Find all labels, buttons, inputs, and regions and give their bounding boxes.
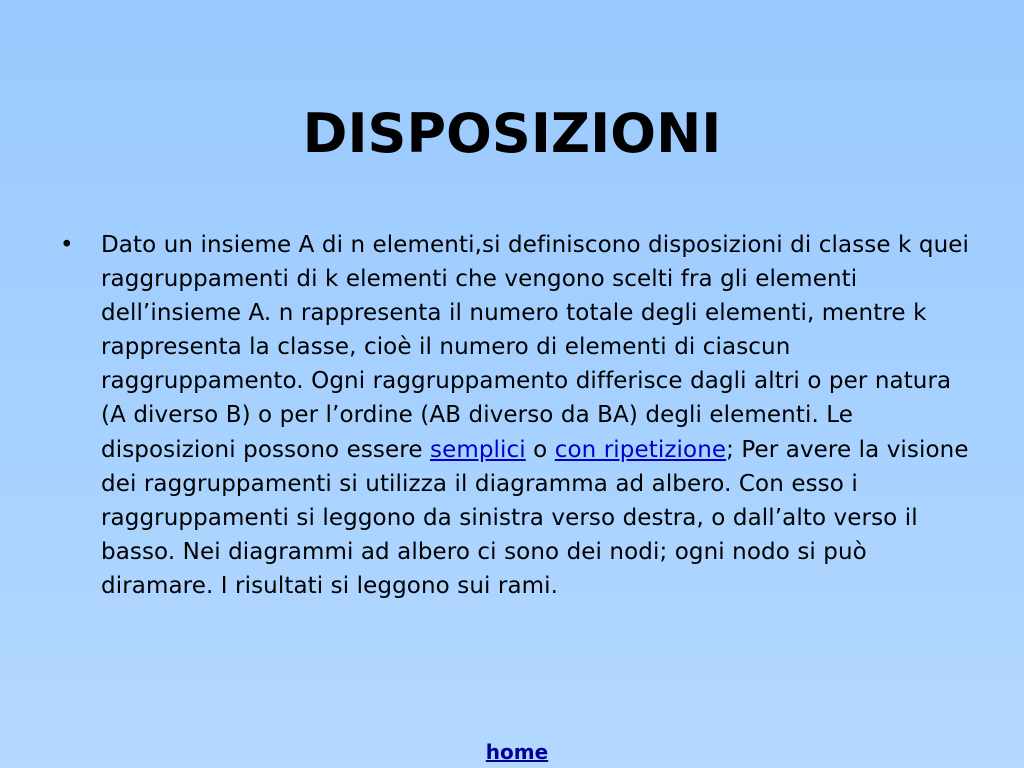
bullet-item (60, 228, 980, 603)
slide-title: DISPOSIZIONI (302, 102, 722, 165)
con-ripetizione-link[interactable]: con ripetizione (554, 436, 727, 463)
semplici-link[interactable]: semplici (429, 436, 526, 463)
paragraph-text-rest: ; Per avere la visione dei raggruppamenti si utilizza il diagramma ad albero. Con esso i raggruppamenti si leggono da sinistra verso destra, o dall’alto verso il basso. Nei diagrammi ad albero ci sono dei nodi; ogni nodo si può diramare. I risultati si leggono sui rami. (101, 436, 969, 599)
paragraph-connector: o (525, 436, 555, 463)
slide-content (60, 228, 980, 603)
bullet-icon: • (60, 232, 74, 258)
home-link[interactable]: home (485, 740, 549, 764)
paragraph-text-intro: Dato un insieme A di n elementi,si definiscono disposizioni di classe k quei raggruppamenti di k elementi che vengono scelti fra gli elementi dell’insieme A. n rappresenta il numero totale degli elementi, mentre k rappresenta la classe, cioè il numero di elementi di ciascun raggruppamento. Ogni raggruppamento differisce dagli altri o per natura (A diverso B) o per l’ordine (AB diverso da BA) degli elementi. Le disposizioni possono essere (101, 232, 969, 463)
